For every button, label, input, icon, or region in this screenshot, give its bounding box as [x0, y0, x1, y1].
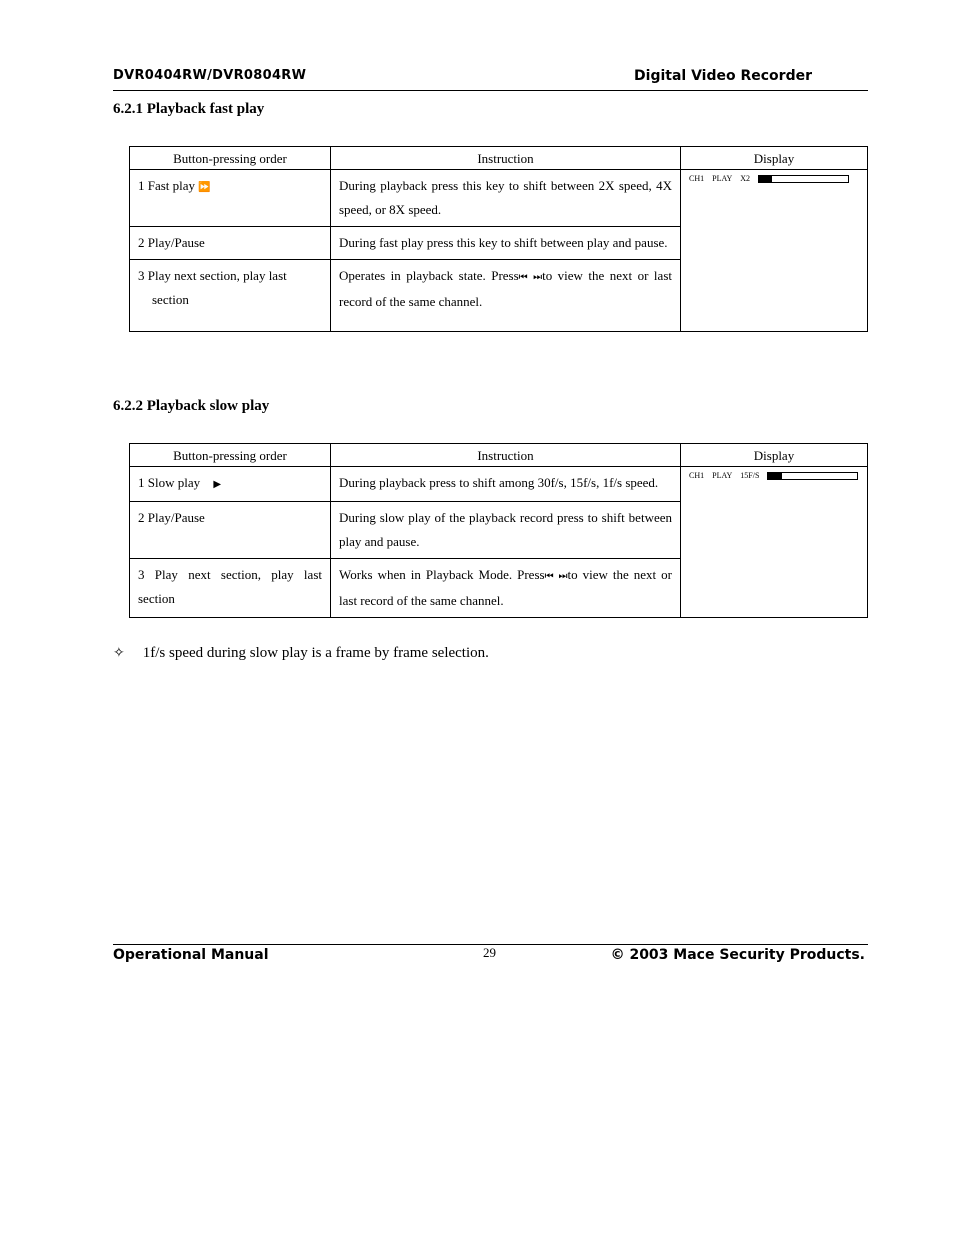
skip-back-forward-icon: ⏮ ⏭ — [544, 571, 568, 582]
table-row — [130, 467, 868, 502]
osd-channel: CH1 — [689, 471, 705, 480]
playback-progress-bar — [767, 472, 858, 480]
column-header: Display — [681, 147, 868, 170]
order-cell — [130, 170, 331, 227]
instruction-text: Operates in playback state. Press — [339, 268, 519, 283]
order-cell — [130, 260, 331, 332]
document-title: Digital Video Recorder — [634, 68, 812, 84]
instruction-cell: During playback press to shift among 30f/s, 15f/s, 1f/s speed. — [331, 467, 681, 502]
note — [113, 645, 489, 662]
instruction-text: to view the next or last record of the same channel. — [339, 567, 672, 608]
table-row — [130, 170, 868, 227]
display-cell — [681, 170, 868, 332]
order-label-continued: section — [152, 292, 189, 307]
play-icon: ▶ — [213, 479, 222, 490]
fast-forward-icon: ⏩ — [198, 182, 211, 193]
osd-display — [689, 471, 859, 481]
order-cell — [130, 467, 331, 502]
order-cell: 3 Play next section, play last section — [130, 559, 331, 618]
order-cell: 2 Play/Pause — [130, 502, 331, 559]
instruction-text: Works when in Playback Mode. Press — [339, 567, 545, 582]
progress-fill — [768, 473, 781, 479]
section-title-fast-play: 6.2.1 Playback fast play — [113, 101, 265, 117]
column-header: Instruction — [331, 444, 681, 467]
osd-channel: CH1 — [689, 174, 705, 183]
footer-copyright: © 2003 Mace Security Products. — [610, 947, 865, 963]
instruction-cell: During slow play of the playback record press to shift between play and pause. — [331, 502, 681, 559]
star-bullet-icon: ✧ — [113, 645, 125, 661]
table-header-row — [130, 444, 868, 467]
section-title-slow-play: 6.2.2 Playback slow play — [113, 398, 270, 414]
osd-display — [689, 174, 859, 184]
column-header: Instruction — [331, 147, 681, 170]
column-header: Button-pressing order — [130, 147, 331, 170]
instruction-cell — [331, 559, 681, 618]
instruction-cell: During fast play press this key to shift between play and pause. — [331, 227, 681, 260]
instruction-cell — [331, 260, 681, 332]
order-label: 3 Play next section, play last — [138, 268, 287, 283]
model-name: DVR0404RW/DVR0804RW — [113, 68, 307, 83]
table-header-row — [130, 147, 868, 170]
osd-speed: 15F/S — [740, 471, 760, 480]
column-header: Button-pressing order — [130, 444, 331, 467]
playback-progress-bar — [758, 175, 849, 183]
note-text: 1f/s speed during slow play is a frame by frame selection. — [142, 645, 489, 661]
page-header — [113, 68, 868, 91]
skip-back-forward-icon: ⏮ ⏭ — [518, 272, 543, 283]
order-label: 1 Slow play — [138, 475, 201, 490]
order-cell: 2 Play/Pause — [130, 227, 331, 260]
footer-manual-name: Operational Manual — [113, 947, 269, 963]
page-footer — [113, 944, 868, 969]
column-header: Display — [681, 444, 868, 467]
progress-fill — [759, 176, 772, 182]
display-cell — [681, 467, 868, 618]
slow-play-table — [129, 443, 868, 618]
osd-speed: X2 — [740, 174, 751, 183]
order-label: 1 Fast play — [138, 178, 196, 193]
osd-mode: PLAY — [712, 174, 733, 183]
instruction-cell: During playback press this key to shift between 2X speed, 4X speed, or 8X speed. — [331, 170, 681, 227]
osd-mode: PLAY — [712, 471, 733, 480]
instruction-text: to view the next or last record of the same channel. — [339, 268, 672, 309]
page-number: 29 — [483, 945, 496, 960]
fast-play-table — [129, 146, 868, 332]
